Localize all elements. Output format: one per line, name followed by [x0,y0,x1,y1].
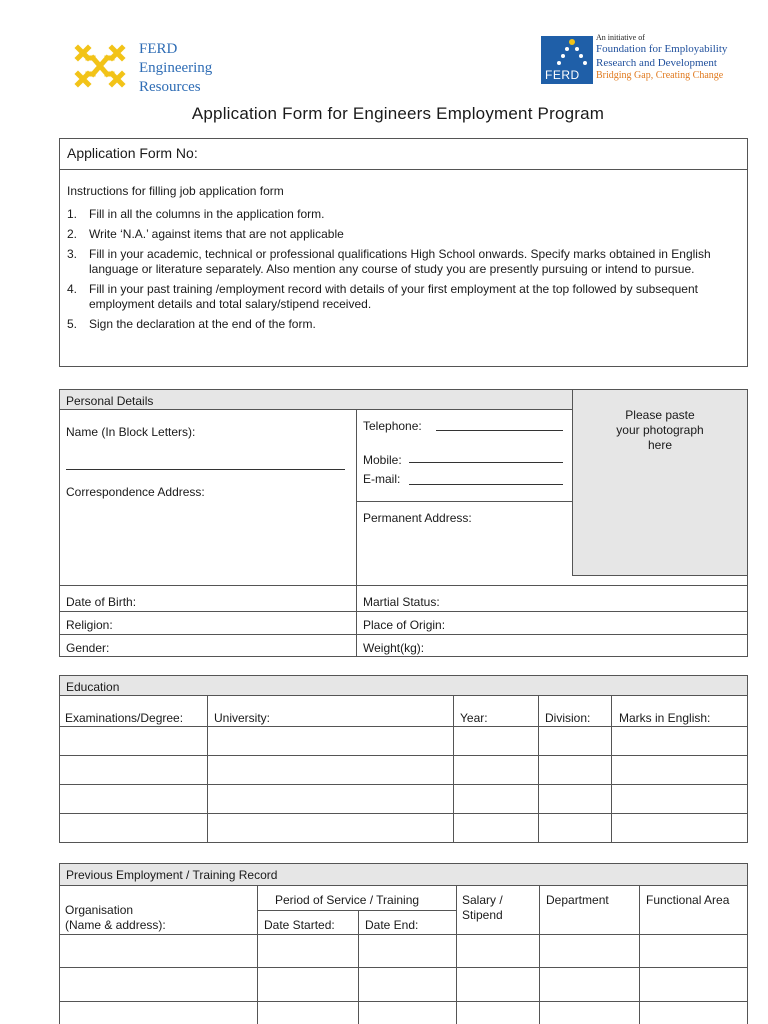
instruction-item [67,247,737,277]
instruction-item [67,317,737,332]
photo-text-line: your photograph [616,423,704,437]
table-col-divider [453,696,454,843]
column-header-date-started: Date Started: [264,918,335,932]
ferd-cross-logo-icon [74,42,126,90]
ferd-foundation-logo [541,33,731,85]
instruction-number: 1. [67,207,78,221]
name-label: Name (In Block Letters): [66,425,196,439]
salary-line: Salary / [462,893,503,907]
table-col-divider [207,696,208,843]
telephone-label: Telephone: [363,419,422,433]
column-header-year: Year: [460,711,488,725]
column-header-date-end: Date End: [365,918,419,932]
table-col-divider [538,696,539,843]
foundation-line1: Foundation for Employability [596,43,728,55]
instruction-text: Fill in all the columns in the application form. [89,207,325,221]
photo-text-line: Please paste [625,408,695,422]
instruction-number: 3. [67,247,78,261]
table-row-divider [59,1001,748,1002]
mobile-label: Mobile: [363,453,402,467]
gender-label: Gender: [66,641,110,655]
column-header-university: University: [214,711,271,725]
ferd-engineering-wordmark [139,40,212,97]
instruction-text: Sign the declaration at the end of the form. [89,317,316,331]
date-of-birth-label: Date of Birth: [66,595,137,609]
instruction-item [67,282,737,312]
ferd-engineering-logo [74,40,224,94]
instruction-number: 5. [67,317,78,331]
permanent-address-label: Permanent Address: [363,511,472,525]
divider [356,410,357,586]
column-header-department: Department [546,893,609,907]
instructions-list [67,207,737,337]
table-row-divider [59,784,748,785]
instructions-heading: Instructions for filling job application form [67,184,284,198]
instruction-item [67,207,737,222]
table-row-divider [59,934,748,935]
logo-line-ferd: FERD [139,41,178,57]
ferd-box-logo [541,36,593,84]
instruction-text: Write ‘N.A.’ against items that are not applicable [89,227,344,241]
instruction-text: Fill in your past training /employment record with details of your first employment at the top followed by subsequent employment details and total salary/stipend received. [89,282,698,311]
table-col-divider [539,886,540,1024]
table-col-divider [611,696,612,843]
table-col-divider [639,886,640,1024]
ferd-box-label: FERD [545,68,580,82]
personal-details-heading: Personal Details [60,390,572,410]
instructions-box [59,138,748,367]
column-header-functional-area: Functional Area [646,893,730,907]
table-row-divider [257,910,456,911]
photograph-box[interactable] [572,389,748,576]
column-header-examinations: Examinations/Degree: [65,711,184,725]
education-section [59,675,748,843]
religion-label: Religion: [66,618,113,632]
application-form-no-label: Application Form No: [67,145,198,161]
logo-line-resources: Resources [139,79,201,95]
form-title: Application Form for Engineers Employment Program [191,104,605,123]
email-input-line[interactable] [409,484,563,485]
email-label: E-mail: [363,472,401,486]
logo-line-engineering: Engineering [139,60,213,76]
column-header-period: Period of Service / Training [275,893,420,907]
application-form-no-field[interactable] [59,138,748,170]
employment-heading: Previous Employment / Training Record [60,864,747,886]
divider [356,501,572,502]
instruction-number: 4. [67,282,78,296]
divider [356,585,357,657]
column-header-salary [462,893,503,923]
correspondence-address-label: Correspondence Address: [66,485,205,499]
photo-text-line: here [647,438,673,452]
place-of-origin-label: Place of Origin: [363,618,446,632]
column-header-organisation [65,903,166,933]
divider [59,611,748,612]
column-header-marks-english: Marks in English: [619,711,711,725]
name-input-line[interactable] [66,469,345,470]
employment-section [59,863,748,1024]
salary-line: Stipend [462,908,503,922]
instruction-number: 2. [67,227,78,241]
initiative-text: An initiative of [596,33,645,42]
column-header-division: Division: [545,711,591,725]
foundation-line2: Research and Development [596,57,717,69]
divider [59,585,748,586]
table-col-divider [257,886,258,1024]
table-row-divider [59,813,748,814]
instruction-item [67,227,737,242]
foundation-wordmark [596,33,727,82]
ferd-dots-icon [541,36,593,68]
foundation-tagline: Bridging Gap, Creating Change [596,70,724,81]
education-heading: Education [60,676,747,696]
divider [59,634,748,635]
marital-status-label: Martial Status: [363,595,440,609]
instruction-text: Fill in your academic, technical or professional qualifications High School onwards. Specify marks obtained in English language or literature separately. Also mention any course of study you are presently pursuing or intend to pursue. [89,247,711,276]
table-row-divider [59,967,748,968]
weight-label: Weight(kg): [363,641,425,655]
telephone-input-line[interactable] [436,430,563,431]
organisation-line: Organisation [65,903,134,917]
table-col-divider [456,886,457,1024]
table-row-divider [59,726,748,727]
organisation-line: (Name & address): [65,918,166,932]
table-row-divider [59,755,748,756]
mobile-input-line[interactable] [409,462,563,463]
